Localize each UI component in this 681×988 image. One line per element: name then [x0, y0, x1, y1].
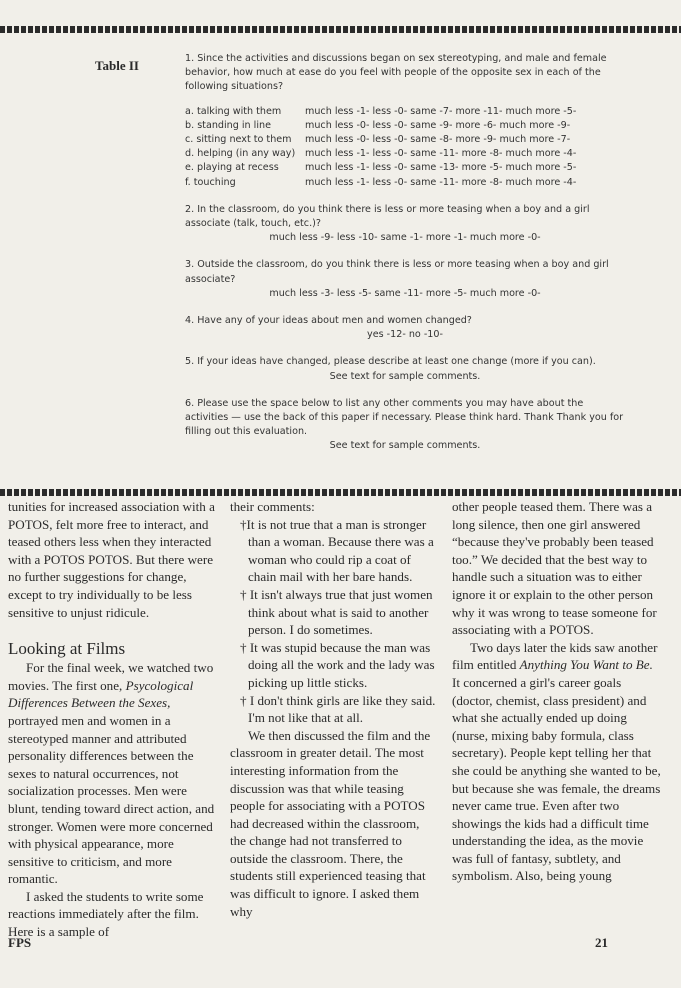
question-4-responses: yes -12- no -10- [367, 329, 443, 341]
student-comment: † I don't think girls are like they said. I'm not like that at all. [240, 692, 436, 726]
film-title: Anything You Want to Be. [519, 657, 653, 673]
situation-row [185, 105, 625, 119]
question-5-note: See text for sample comments. [329, 370, 481, 382]
question-1: 1. Since the activities and discussions began on sex stereotyping, and male and female behavior, how much at ease do you feel with people of the opposite sex in each of the following situations? [185, 53, 607, 93]
paragraph: Two days later the kids saw another film entitled Anything You Want to Be. It concerned a girl's career goals (doctor, chemist, class president) and what she actually ended up doing (nurse, mixing baby formula, class secretary). People kept telling her that she could be anything she wanted to be, but because she was female, the dreams never came true. Even after two showings the kids had a difficult time understanding the idea, as the movie was full of fantasy, subtlety, and symbolism. Also, being young [452, 639, 661, 884]
situation-responses: much less -1- less -0- same -11- more -8- much more -4- [305, 148, 577, 160]
situation-row [185, 161, 625, 175]
middle-dotted-rule [0, 489, 681, 496]
question-5: 5. If your ideas have changed, please describe at least one change (more if you can). [185, 356, 596, 368]
footer-publication-label: FPS [8, 935, 32, 950]
question-3: 3. Outside the classroom, do you think there is less or more teasing when a boy and girl associate? [185, 259, 609, 285]
situation-label: a. talking with them [185, 105, 282, 117]
top-dotted-rule [0, 26, 681, 33]
question-3-responses: much less -3- less -5- same -11- more -5- much more -0- [269, 287, 541, 299]
paragraph: their comments: [230, 499, 315, 514]
paragraph: other people teased them. There was a long silence, then one girl answered “because they've probably been teased too.” We decided that the best way to handle such a situation was to either ignore it or explain to the other person why it was wrong to tease someone for associating with a POTOS. [452, 499, 657, 638]
question-2: 2. In the classroom, do you think there is less or more teasing when a boy and a girl associate (talk, touch, etc.)? [185, 203, 590, 230]
questionnaire [185, 52, 625, 454]
page-number: 21 [595, 935, 608, 950]
article-columns [8, 498, 671, 941]
situation-label: f. touching [185, 176, 236, 188]
situation-responses: much less -0- less -0- same -8- more -9- much more -7- [305, 134, 571, 146]
question-2-responses: much less -9- less -10- same -1- more -1- much more -0- [269, 232, 541, 244]
situation-row [185, 133, 625, 147]
column-1 [8, 498, 216, 941]
situation-label: e. playing at recess [185, 162, 279, 174]
paragraph: tunities for increased association with a POTOS, felt more free to interact, and teased others less when they interacted with a POTOS POTOS. But there were no further suggestions for change, except to try individually to be less sensitive to unjust ridicule. [8, 499, 215, 620]
student-comment: † It was stupid because the man was doing all the work and the lady was picking up little sticks. [240, 639, 435, 690]
student-comment: †It is not true that a man is stronger than a woman. Because there was a woman who could rip a coat of chain mail with her bare hands. [240, 516, 434, 585]
situation-label: b. standing in line [185, 119, 271, 131]
section-heading: Looking at Films [8, 639, 126, 659]
table-label: Table II [95, 58, 139, 73]
situation-label: c. sitting next to them [185, 134, 292, 146]
situation-responses: much less -1- less -0- same -13- more -5- much more -5- [305, 162, 577, 174]
paragraph: For the final week, we watched two movies. The first one, Psycological Differences Between the Sexes, portrayed men and women in a stereotyped manner and attributed personality differences between the sexes to natural occurrences, not socialization processes. Men were blunt, tending toward direct action, and stronger. Women were more concerned with physical appearance, more sensitive to criticism, and more romantic. [8, 660, 215, 887]
paragraph: I asked the students to write some reactions immediately after the film. Here is a sample of [8, 888, 204, 940]
question-4: 4. Have any of your ideas about men and women changed? [185, 315, 472, 327]
question-6: 6. Please use the space below to list any other comments you may have about the activities — use the back of this paper if necessary. Please think hard. Thank Thank you for filling out this evaluation. [185, 397, 624, 438]
situation-row [185, 176, 625, 190]
column-2 [230, 498, 438, 941]
situation-row [185, 147, 625, 161]
situation-label: d. helping (in any way) [185, 148, 296, 160]
column-3 [452, 498, 662, 941]
question-1-items [185, 105, 625, 190]
student-comment: † It isn't always true that just women think about what is said to another person. I do sometimes. [240, 586, 433, 638]
film-title: Psycological Differences Between the Sexes, [8, 677, 194, 711]
question-6-note: See text for sample comments. [329, 440, 481, 452]
situation-responses: much less -1- less -0- same -11- more -8- much more -4- [305, 176, 577, 188]
situation-responses: much less -0- less -0- same -9- more -6- much more -9- [305, 119, 571, 131]
situation-responses: much less -1- less -0- same -7- more -11- much more -5- [305, 105, 577, 117]
situation-row [185, 119, 625, 133]
paragraph: We then discussed the film and the classroom in greater detail. The most interesting information from the discussion was that while teasing people for associating with a POTOS had decreased within the classroom, the change had not transferred to outside the classroom. There, the students still experienced teasing that was difficult to ignore. I asked them why [230, 727, 431, 919]
